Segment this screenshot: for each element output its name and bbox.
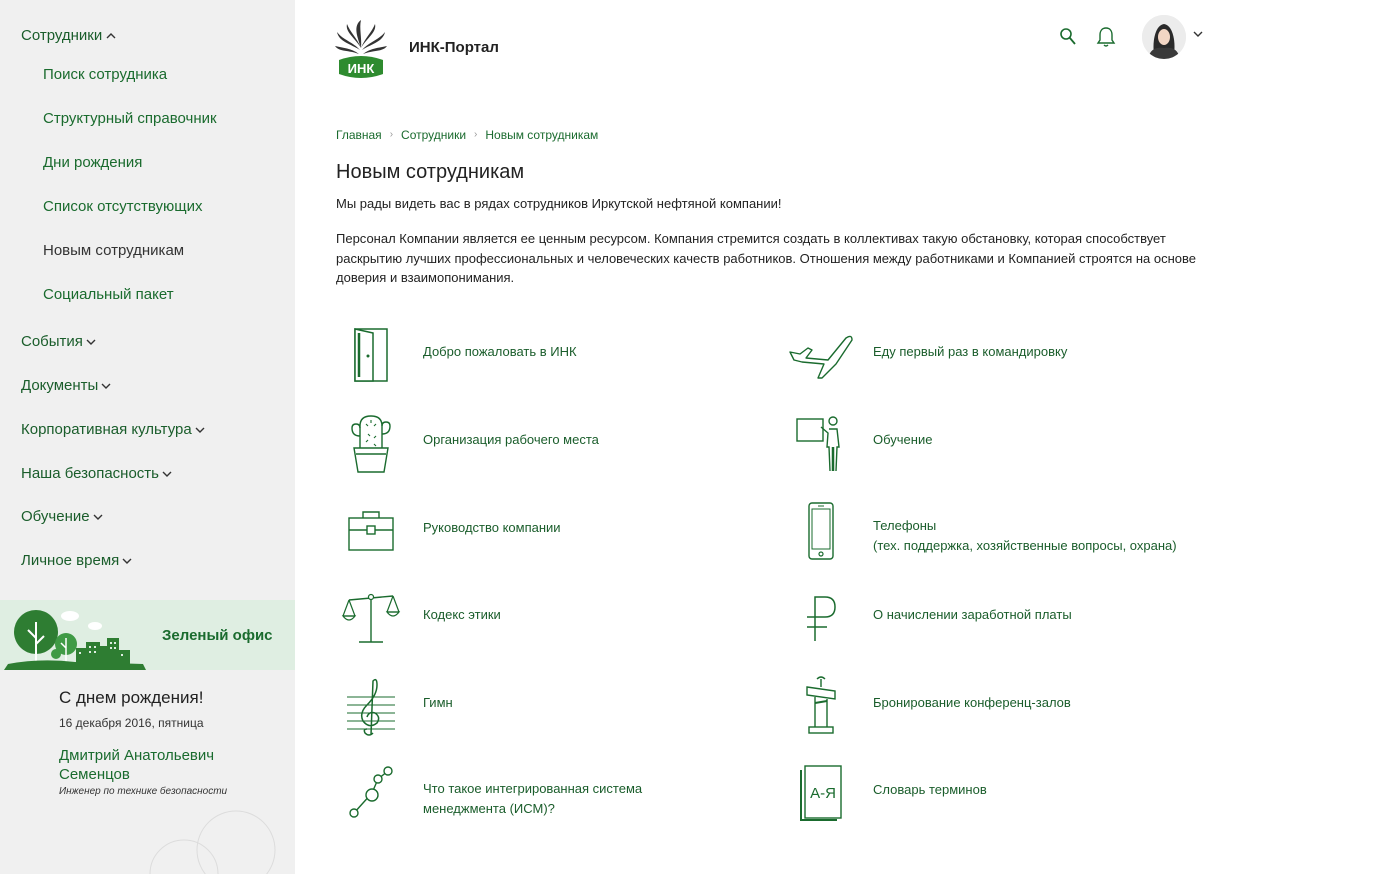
briefcase-icon [336,496,406,566]
card-label: Бронирование конференц-залов [873,695,1071,710]
card-label: Что такое интегрированная система менеджмента (ИСМ)? [423,781,643,816]
dictionary-icon [786,758,856,828]
page-title: Новым сотрудникам [336,161,525,183]
podium-icon [786,671,856,741]
sidebar-item-new-employees[interactable]: Новым сотрудникам [43,242,185,259]
search-icon[interactable] [1059,27,1077,47]
sidebar-item-absent-list[interactable]: Список отсутствующих [43,198,203,215]
sidebar-item-events[interactable] [21,333,96,350]
door-icon [336,320,406,390]
description-text: Персонал Компании является ее ценным ресурсом. Компания стремится создать в коллективах такую обстановку, которая способствует раскрытию лучших профессиональных и человеческих качеств работников. Отношения между работниками и Компанией строятся на основе доверия и взаимопонимания. [336,231,1197,285]
card-salary[interactable] [786,583,1226,653]
ruble-icon [786,583,856,653]
avatar[interactable] [1142,15,1186,59]
sidebar-item-birthdays[interactable]: Дни рождения [43,154,143,171]
dictionary-icon-text: А-Я [810,785,836,802]
birthday-widget [59,688,279,797]
card-label-main: Телефоны [873,518,937,533]
card-label: Руководство компании [423,520,561,535]
sidebar-item-label: Документы [21,377,99,394]
chevron-down-icon [101,382,111,390]
card-label: О начислении заработной платы [873,607,1072,622]
sidebar-item-structure-directory[interactable]: Структурный справочник [43,110,217,127]
sidebar-item-employees[interactable] [21,27,116,44]
card-label: Обучение [873,432,933,447]
chevron-up-icon [106,32,116,40]
breadcrumb-home[interactable]: Главная [336,128,382,142]
card-conference-booking[interactable] [786,671,1226,741]
card-phones[interactable] [786,496,1226,566]
green-office-label: Зеленый офис [162,627,273,644]
card-training[interactable] [786,408,1226,478]
green-city-illustration [0,600,150,670]
user-photo [1142,15,1186,59]
company-logo[interactable] [335,18,387,87]
sidebar-item-label: События [21,333,83,350]
sidebar-item-label: Личное время [21,552,120,569]
airplane-icon [786,320,856,390]
bell-icon[interactable] [1096,26,1116,48]
intro-text: Мы рады видеть вас в рядах сотрудников Иркутской нефтяной компании! [336,196,782,211]
card-ims[interactable] [336,758,736,828]
chevron-down-icon [162,470,172,478]
logo-text: ИНК [347,61,375,76]
chevron-down-icon [122,557,132,565]
chevron-down-icon [195,426,205,434]
chevron-down-icon [86,338,96,346]
chevron-down-icon[interactable] [1193,30,1203,38]
sidebar-item-label: Корпоративная культура [21,421,192,438]
breadcrumb [336,128,598,142]
sidebar-item-documents[interactable] [21,377,111,394]
sidebar-item-label: Обучение [21,508,90,525]
birthday-person-role: Инженер по технике безопасности [59,786,228,797]
chevron-down-icon [93,513,103,521]
sidebar-item-social-package[interactable]: Социальный пакет [43,286,174,303]
card-anthem[interactable] [336,671,736,741]
sidebar-item-training[interactable] [21,508,103,525]
card-glossary[interactable] [786,758,1226,828]
sidebar [0,0,295,874]
sidebar-item-employee-search[interactable]: Поиск сотрудника [43,66,168,83]
birthday-title: С днем рождения! [59,688,204,707]
breadcrumb-employees[interactable]: Сотрудники [401,128,467,142]
ink-logo-icon [335,18,387,82]
card-workplace[interactable] [336,408,736,478]
card-business-trip[interactable] [786,320,1226,390]
card-label: Словарь терминов [873,782,987,797]
card-welcome[interactable] [336,320,736,390]
card-label: Организация рабочего места [423,432,599,447]
birthday-person-name[interactable]: Дмитрий Анатольевич Семенцов [59,747,215,783]
sidebar-item-personal-time[interactable] [21,552,132,569]
breadcrumb-separator-icon: › [474,129,478,140]
card-label: Гимн [423,695,453,710]
portal-title: ИНК-Портал [409,39,499,56]
phone-icon [786,496,856,566]
sidebar-item-safety[interactable] [21,465,172,482]
card-management[interactable] [336,496,736,566]
card-label: Добро пожаловать в ИНК [423,344,577,359]
green-office-banner[interactable] [0,600,295,670]
card-label [873,516,1177,555]
scales-icon [336,583,406,653]
molecule-icon [336,758,406,828]
breadcrumb-current: Новым сотрудникам [485,128,599,142]
card-label: Еду первый раз в командировку [873,344,1068,359]
sidebar-item-label: Сотрудники [21,27,103,44]
treble-clef-icon [336,671,406,741]
cactus-icon [336,408,406,478]
breadcrumb-separator-icon: › [389,129,394,140]
sidebar-item-corporate-culture[interactable] [21,421,205,438]
sidebar-item-label: Наша безопасность [21,465,159,482]
birthday-date: 16 декабря 2016, пятница [59,716,204,730]
card-label: Кодекс этики [423,607,501,622]
teacher-icon [786,408,856,478]
card-label-sub: (тех. поддержка, хозяйственные вопросы, охрана) [873,537,1177,553]
card-ethics-code[interactable] [336,583,736,653]
decorative-circles [140,800,295,874]
